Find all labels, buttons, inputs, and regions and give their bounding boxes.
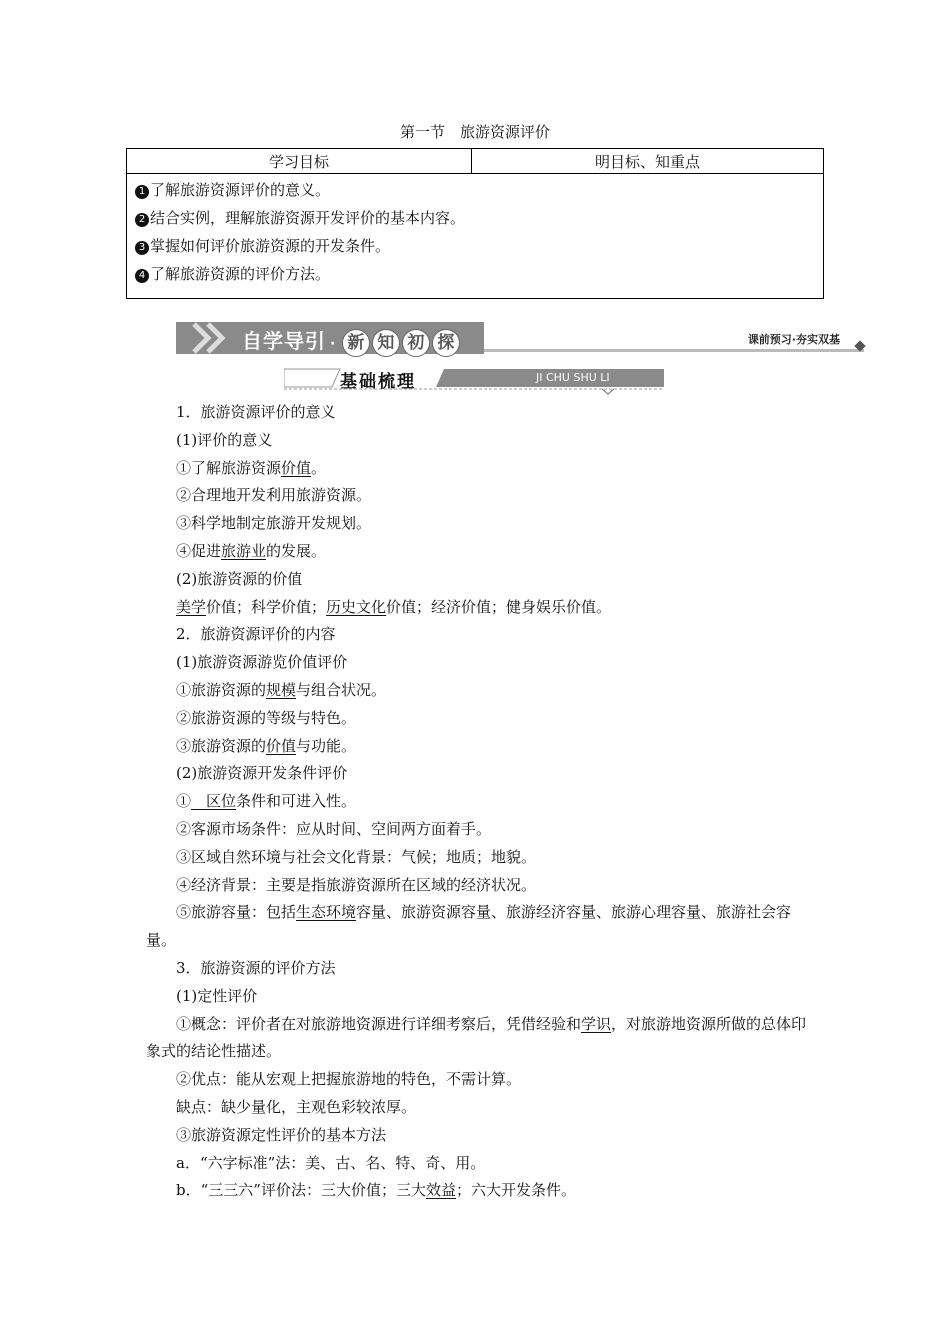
sub-heading: (2)旅游资源的价值 xyxy=(176,569,303,588)
list-item: ③区域自然环境与社会文化背景：气候；地质；地貌。 xyxy=(176,847,537,866)
list-item: ①旅游资源的规模与组合状况。 xyxy=(176,680,387,699)
list-item: ③科学地制定旅游开发规划。 xyxy=(176,514,372,533)
list-item: ⑤旅游容量：包括生态环境容量、旅游资源容量、旅游经济容量、旅游心理容量、旅游社会容量。 xyxy=(146,903,792,950)
underlined-answer: 历史文化 xyxy=(326,597,387,616)
list-item: ②优点：能从宏观上把握旅游地的特色，不需计算。 xyxy=(176,1070,522,1089)
underlined-answer: 区位 xyxy=(191,792,237,811)
chevron-arrows-icon xyxy=(176,322,246,354)
subheading-pinyin: JI CHU SHU LI xyxy=(536,371,610,384)
table-header-goals: 学习目标 xyxy=(127,149,472,174)
list-item: ①概念：评价者在对旅游地资源进行详细考察后，凭借经验和学识，对旅游地资源所做的总体印象式的结论性描述。 xyxy=(146,1014,807,1061)
banner-char: 初 xyxy=(402,329,430,357)
subheading-bar xyxy=(284,367,664,392)
banner-title xyxy=(242,325,460,357)
section-heading: 3．旅游资源的评价方法 xyxy=(176,958,336,977)
underlined-answer: 学识 xyxy=(581,1014,612,1033)
list-item: b．“三三六”评价法：三大价值；三大效益；六大开发条件。 xyxy=(176,1181,576,1200)
goal-item xyxy=(135,176,815,204)
table-header-focus: 明目标、知重点 xyxy=(472,149,824,174)
list-item: ③旅游资源定性评价的基本方法 xyxy=(176,1125,387,1144)
main-content xyxy=(146,399,810,1205)
list-item: ①了解旅游资源价值。 xyxy=(176,458,327,477)
underlined-answer: 生态环境 xyxy=(296,903,357,922)
table-row xyxy=(127,174,824,299)
learning-goals-table xyxy=(126,148,824,299)
number-badge-icon: 2 xyxy=(135,213,149,227)
sub-heading: (1)评价的意义 xyxy=(176,430,273,449)
table-header-row xyxy=(127,149,824,174)
list-item: ① 区位条件和可进入性。 xyxy=(176,792,357,811)
goal-text: 掌握如何评价旅游资源的开发条件。 xyxy=(150,237,391,255)
page-title: 第一节 旅游资源评价 xyxy=(399,123,550,141)
list-item: ②旅游资源的等级与特色。 xyxy=(176,708,357,727)
list-item: 美学价值；科学价值；历史文化价值；经济价值；健身娱乐价值。 xyxy=(176,597,612,616)
goal-text: 结合实例，理解旅游资源开发评价的基本内容。 xyxy=(150,209,466,227)
goal-item xyxy=(135,260,815,288)
list-item: a．“六字标准”法：美、古、名、特、奇、用。 xyxy=(176,1153,486,1172)
list-item: ②合理地开发利用旅游资源。 xyxy=(176,486,372,505)
list-item: ③旅游资源的价值与功能。 xyxy=(176,736,357,755)
sub-heading: (2)旅游资源开发条件评价 xyxy=(176,764,348,783)
number-badge-icon: 1 xyxy=(135,185,149,199)
number-badge-icon: 4 xyxy=(135,269,149,283)
goal-text: 了解旅游资源评价的意义。 xyxy=(150,181,331,199)
banner-char: 知 xyxy=(372,329,400,357)
goal-item xyxy=(135,232,815,260)
banner-left-text: 自学导引 xyxy=(242,329,326,353)
underlined-answer: 价值 xyxy=(266,736,297,755)
underlined-answer: 旅游业 xyxy=(221,541,267,560)
list-item: ④促进旅游业的发展。 xyxy=(176,541,327,560)
banner-char: 探 xyxy=(432,329,460,357)
list-item: ④经济背景：主要是指旅游资源所在区域的经济状况。 xyxy=(176,875,537,894)
list-item: ②客源市场条件：应从时间、空间两方面着手。 xyxy=(176,819,492,838)
banner-subtitle: 课前预习·夯实双基 xyxy=(747,333,840,346)
banner-divider xyxy=(484,349,864,352)
goal-item xyxy=(135,204,815,232)
underlined-answer: 规模 xyxy=(266,680,297,699)
banner-dot: · xyxy=(330,336,337,352)
subheading-label: 基础梳理 xyxy=(340,372,416,392)
sub-heading: (1)旅游资源游览价值评价 xyxy=(176,653,348,672)
underlined-answer: 美学 xyxy=(176,597,207,616)
banner-char: 新 xyxy=(342,329,370,357)
section-heading: 1．旅游资源评价的意义 xyxy=(176,403,336,421)
section-banner xyxy=(176,322,870,356)
goal-text: 了解旅游资源的评价方法。 xyxy=(150,265,331,283)
section-heading: 2．旅游资源评价的内容 xyxy=(176,625,336,644)
number-badge-icon: 3 xyxy=(135,241,149,255)
underlined-answer: 效益 xyxy=(425,1181,456,1200)
goals-cell xyxy=(127,174,824,299)
underlined-answer: 价值 xyxy=(281,458,312,477)
list-item: 缺点：缺少量化，主观色彩较浓厚。 xyxy=(176,1097,417,1116)
sub-heading: (1)定性评价 xyxy=(176,986,258,1005)
